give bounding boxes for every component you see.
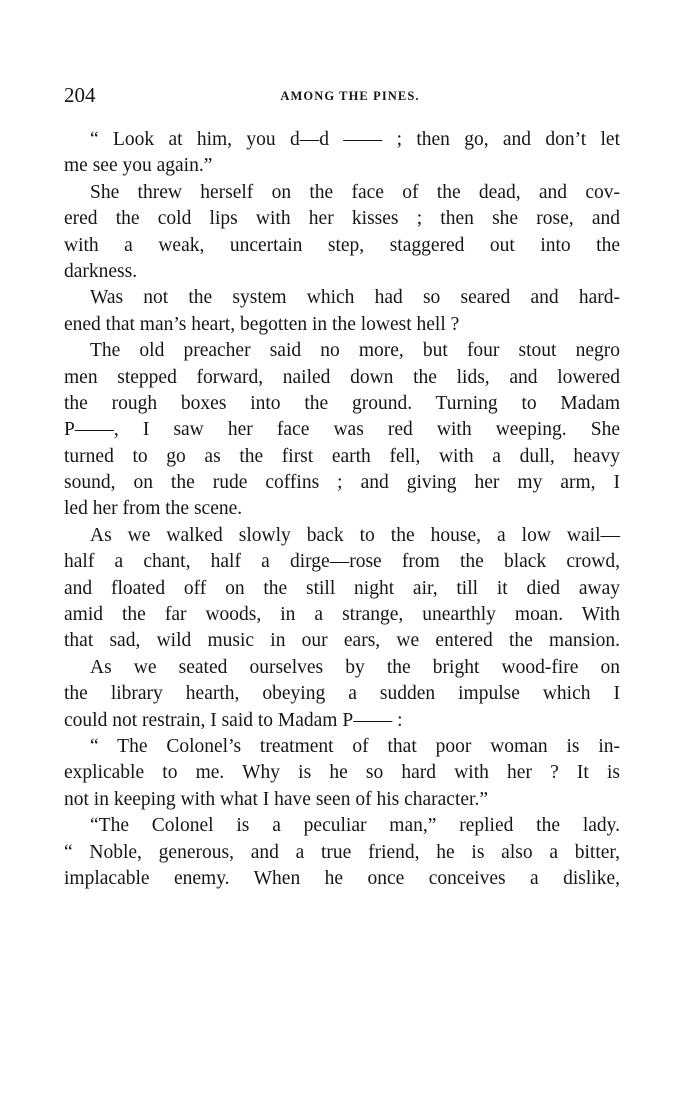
text-line: ened that man’s heart, begotten in the lowest hell ? — [64, 313, 460, 335]
text-line: darkness. — [64, 260, 138, 282]
body-text — [64, 127, 620, 892]
page-header — [64, 80, 620, 110]
running-title: AMONG THE PINES. — [280, 89, 420, 103]
text-line: ered the cold lips with her kisses ; then she rose, and — [64, 208, 620, 230]
text-line: could not restrain, I said to Madam P—— : — [64, 709, 403, 731]
text-line: “ The Colonel’s treatment of that poor woman is in- — [90, 735, 620, 757]
text-line: explicable to me. Why is he so hard with her ? It is — [64, 762, 620, 784]
text-line: led her from the scene. — [64, 498, 243, 520]
text-line: with a weak, uncertain step, staggered out into the — [64, 234, 620, 256]
text-line: men stepped forward, nailed down the lids, and lowered — [64, 366, 620, 388]
text-line: turned to go as the first earth fell, with a dull, heavy — [64, 445, 620, 467]
text-line: not in keeping with what I have seen of his character.” — [64, 788, 488, 810]
text-line: implacable enemy. When he once conceives a dislike, — [64, 867, 620, 889]
text-line: The old preacher said no more, but four stout negro — [90, 340, 620, 362]
text-line: “The Colonel is a peculiar man,” replied the lady. — [90, 815, 620, 837]
text-line: As we seated ourselves by the bright wood-fire on — [90, 656, 620, 678]
page-number: 204 — [64, 83, 96, 107]
text-line: me see you again.” — [64, 155, 213, 177]
text-line: that sad, wild music in our ears, we entered the mansion. — [64, 630, 620, 652]
text-line: She threw herself on the face of the dead, and cov- — [90, 181, 620, 203]
text-line: “ Noble, generous, and a true friend, he is also a bitter, — [64, 841, 620, 863]
text-line: the library hearth, obeying a sudden impulse which I — [64, 683, 620, 705]
text-line: Was not the system which had so seared and hard- — [90, 287, 620, 309]
text-line: the rough boxes into the ground. Turning to Madam — [64, 392, 620, 414]
text-line: As we walked slowly back to the house, a low wail— — [90, 524, 620, 546]
text-line: “ Look at him, you d—d —— ; then go, and don’t let — [90, 129, 620, 150]
text-line: sound, on the rude coffins ; and giving her my arm, I — [64, 472, 620, 494]
text-line: P——, I saw her face was red with weeping. She — [64, 419, 620, 441]
text-line: amid the far woods, in a strange, unearthly moan. With — [64, 604, 620, 626]
text-line: and floated off on the still night air, till it died away — [64, 577, 620, 599]
text-line: half a chant, half a dirge—rose from the black crowd, — [64, 551, 620, 573]
